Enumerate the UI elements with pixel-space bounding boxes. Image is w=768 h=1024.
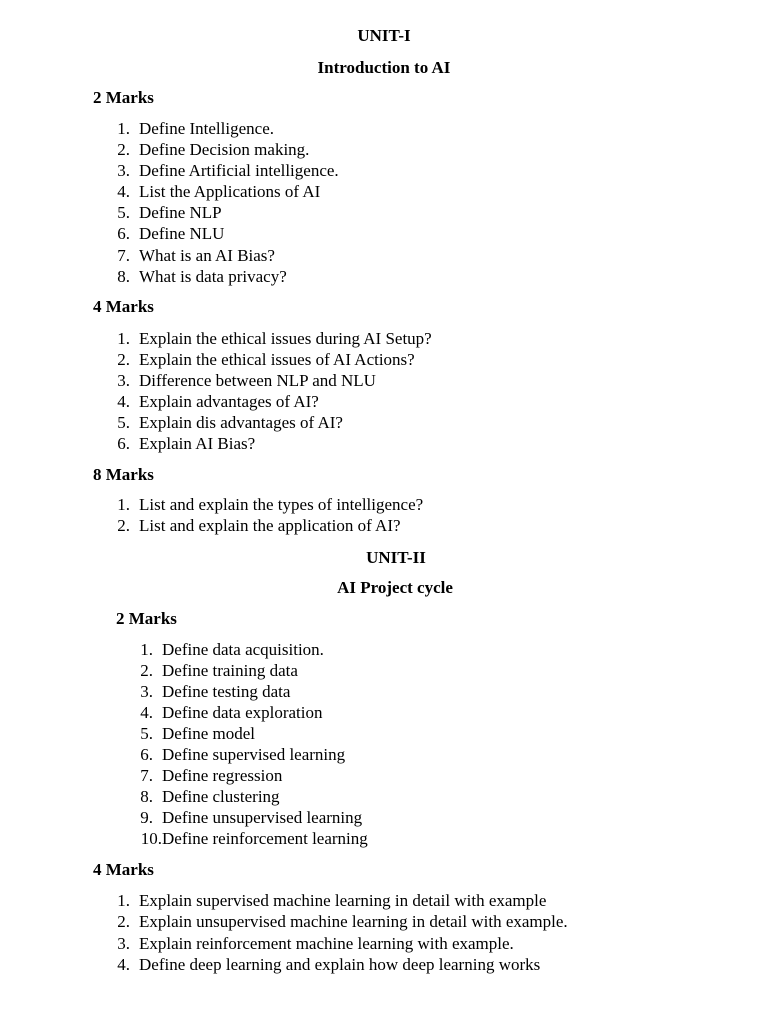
item-text: Define supervised learning (162, 745, 346, 764)
unit1-2marks-heading: 2 Marks (93, 88, 154, 107)
item-text: What is data privacy? (139, 267, 287, 286)
item-text: Define data exploration (162, 703, 323, 722)
item-text: Define testing data (162, 682, 291, 701)
item-number: 2. (117, 140, 130, 159)
item-number: 1. (117, 119, 130, 138)
item-text: Explain the ethical issues of AI Actions? (139, 350, 415, 369)
item-number: 7. (140, 766, 153, 785)
item-text: Define training data (162, 661, 298, 680)
item-number: 5. (117, 413, 130, 432)
item-number: 2. (117, 912, 130, 931)
item-text: Define deep learning and explain how deep learning works (139, 955, 541, 974)
item-number: 6. (117, 434, 130, 453)
item-number: 1. (117, 329, 130, 348)
item-number: 1. (117, 495, 130, 514)
item-number: 4. (117, 955, 130, 974)
item-text: Define clustering (162, 787, 280, 806)
item-number: 6. (117, 224, 130, 243)
item-number: 4. (140, 703, 153, 722)
item-text: List and explain the application of AI? (139, 516, 401, 535)
item-number: 3. (117, 371, 130, 390)
item-text: Explain dis advantages of AI? (139, 413, 343, 432)
item-number: 8. (140, 787, 153, 806)
item-text: Define reinforcement learning (162, 829, 368, 848)
item-text: Explain supervised machine learning in detail with example (139, 891, 547, 910)
item-text: Explain reinforcement machine learning with example. (139, 934, 514, 953)
item-number: 8. (117, 267, 130, 286)
item-text: Define Decision making. (139, 140, 310, 159)
item-text: Define data acquisition. (162, 640, 324, 659)
item-number: 5. (140, 724, 153, 743)
unit2-4marks-heading: 4 Marks (93, 860, 154, 879)
item-text: List the Applications of AI (139, 182, 321, 201)
item-text: Define NLU (139, 224, 225, 243)
item-text: What is an AI Bias? (139, 246, 275, 265)
item-number: 2. (117, 516, 130, 535)
item-number: 4. (117, 392, 130, 411)
item-number: 4. (117, 182, 130, 201)
item-number: 2. (117, 350, 130, 369)
unit2-title: UNIT-II (366, 548, 426, 567)
item-number: 1. (140, 640, 153, 659)
item-text: Define model (162, 724, 255, 743)
item-number: 3. (117, 934, 130, 953)
item-number: 7. (117, 246, 130, 265)
item-number: 3. (140, 682, 153, 701)
unit2-subtitle: AI Project cycle (337, 578, 453, 597)
item-number: 1. (117, 891, 130, 910)
item-text: Explain the ethical issues during AI Setup? (139, 329, 432, 348)
item-text: Explain unsupervised machine learning in detail with example. (139, 912, 568, 931)
unit1-subtitle: Introduction to AI (317, 58, 451, 77)
unit1-8marks-heading: 8 Marks (93, 465, 154, 484)
item-number: 3. (117, 161, 130, 180)
unit2-2marks-heading: 2 Marks (116, 609, 177, 628)
item-text: Difference between NLP and NLU (139, 371, 376, 390)
item-number: 5. (117, 203, 130, 222)
item-text: Explain AI Bias? (139, 434, 256, 453)
item-number: 10. (140, 829, 162, 848)
item-text: Define regression (162, 766, 283, 785)
item-number: 2. (140, 661, 153, 680)
item-number: 6. (140, 745, 153, 764)
item-text: Explain advantages of AI? (139, 392, 319, 411)
item-number: 9. (140, 808, 153, 827)
unit1-4marks-heading: 4 Marks (93, 297, 154, 316)
unit1-title: UNIT-I (357, 26, 411, 45)
item-text: Define NLP (139, 203, 222, 222)
item-text: Define unsupervised learning (162, 808, 363, 827)
item-text: Define Artificial intelligence. (139, 161, 339, 180)
item-text: Define Intelligence. (139, 119, 274, 138)
item-text: List and explain the types of intelligence? (139, 495, 424, 514)
